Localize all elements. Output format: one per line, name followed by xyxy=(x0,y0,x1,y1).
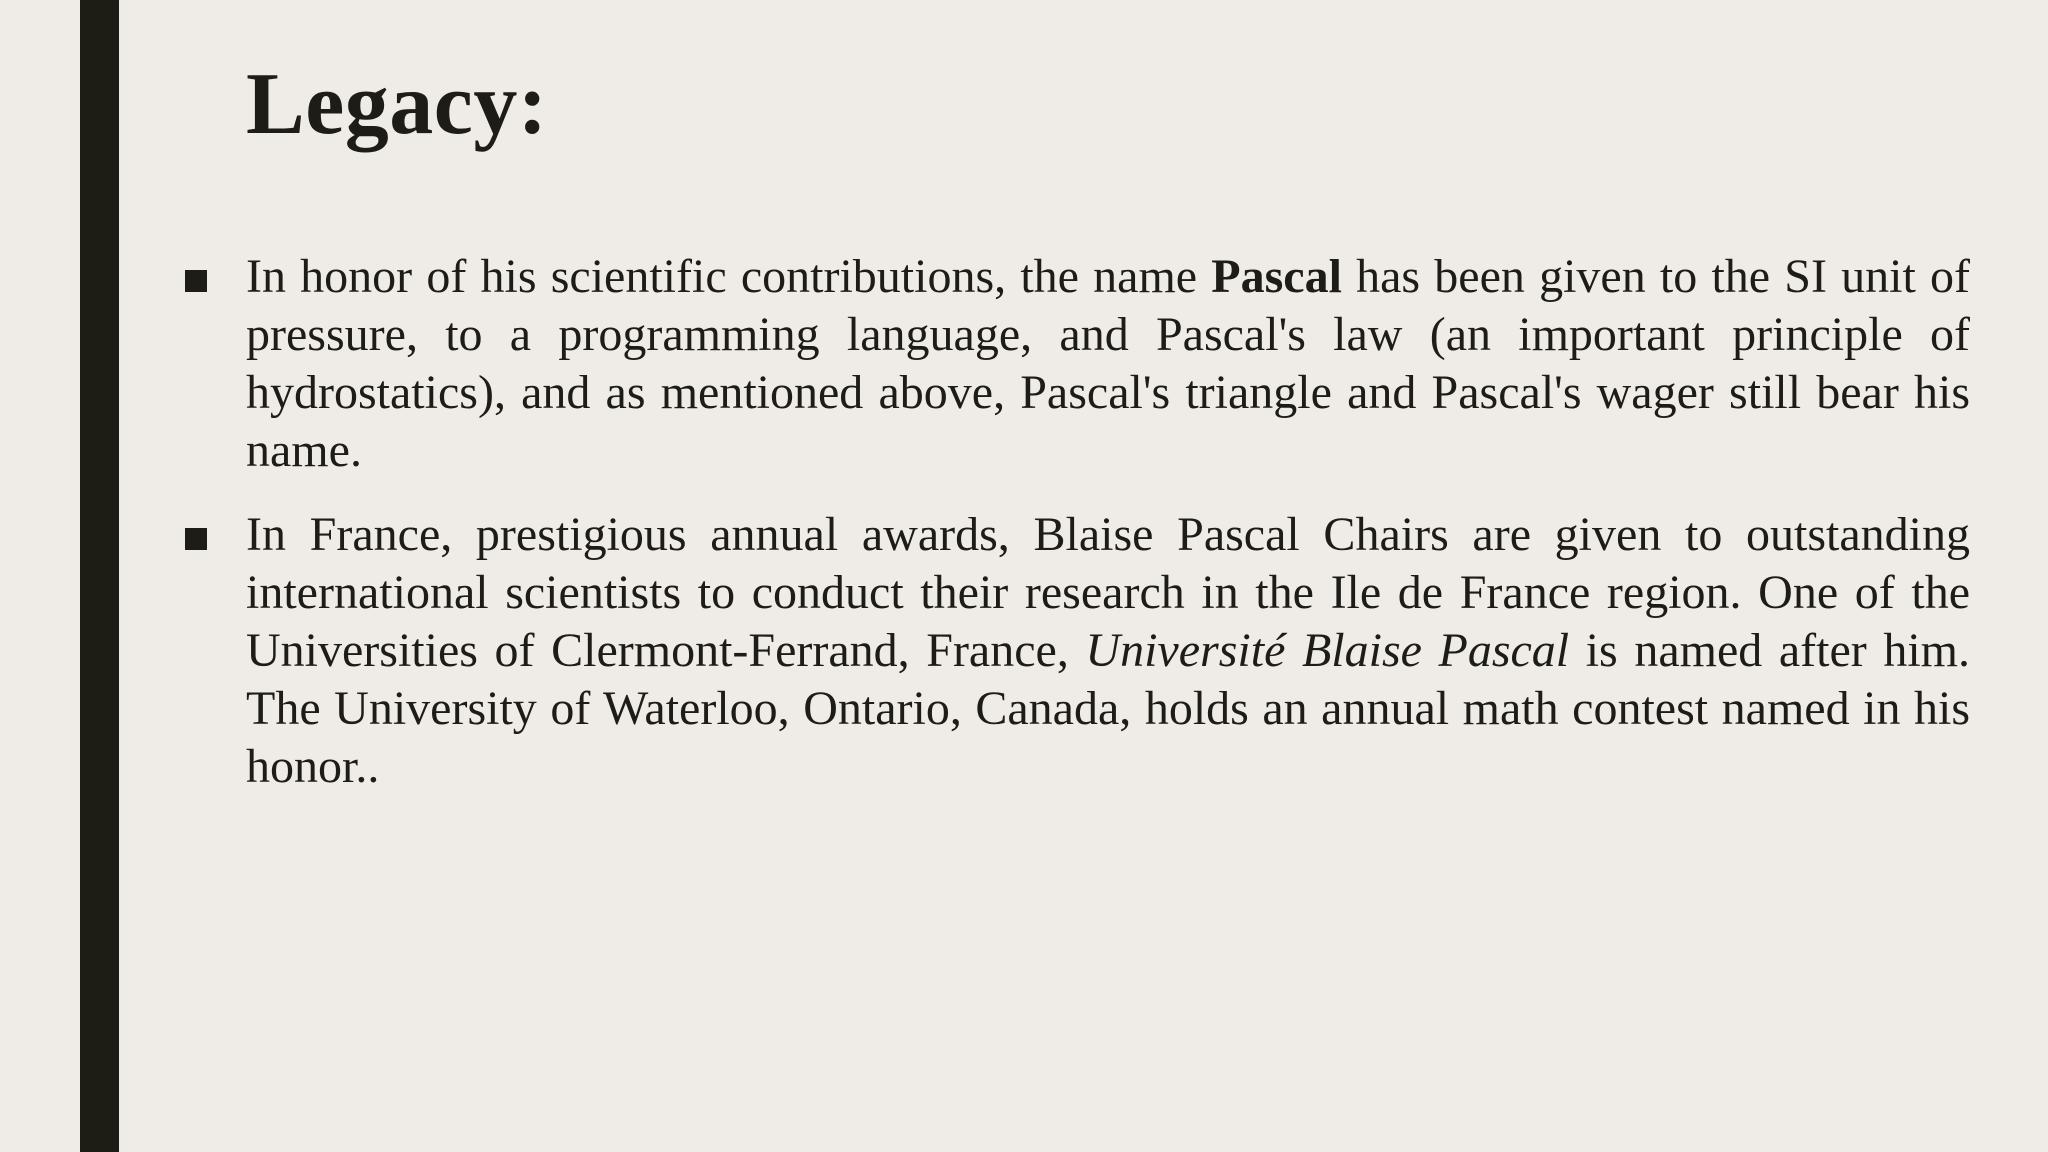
accent-bar xyxy=(80,0,119,1152)
bullet-list xyxy=(180,248,1970,822)
bullet-item xyxy=(180,506,1970,796)
bullet-text-part: has been given to the SI unit of pressure, to a programming language, and Pascal's law (an important principle of hydrostatics), and as mentioned above, Pascal's triangle and Pascal's wager still bear his name. xyxy=(246,250,1970,477)
bullet-text-part: In honor of his scientific contributions, the name xyxy=(246,250,1212,303)
bullet-text-part: is named after him. The University of Waterloo, Ontario, Canada, holds an annual math contest named in his honor.. xyxy=(246,624,1970,793)
square-bullet-icon xyxy=(185,528,207,550)
slide-title: Legacy: xyxy=(246,56,548,153)
bullet-text xyxy=(246,508,1970,793)
square-bullet-icon xyxy=(185,270,207,292)
bold-term: Pascal xyxy=(1211,250,1342,303)
italic-term: Université Blaise Pascal xyxy=(1085,624,1570,677)
bullet-item xyxy=(180,248,1970,480)
bullet-text xyxy=(246,250,1970,477)
bullet-text-part: In France, prestigious annual awards, Blaise Pascal Chairs are given to outstanding international scientists to conduct their research in the Ile de France region. One of the Universities of Clermont-Ferrand, France, xyxy=(246,508,1970,677)
